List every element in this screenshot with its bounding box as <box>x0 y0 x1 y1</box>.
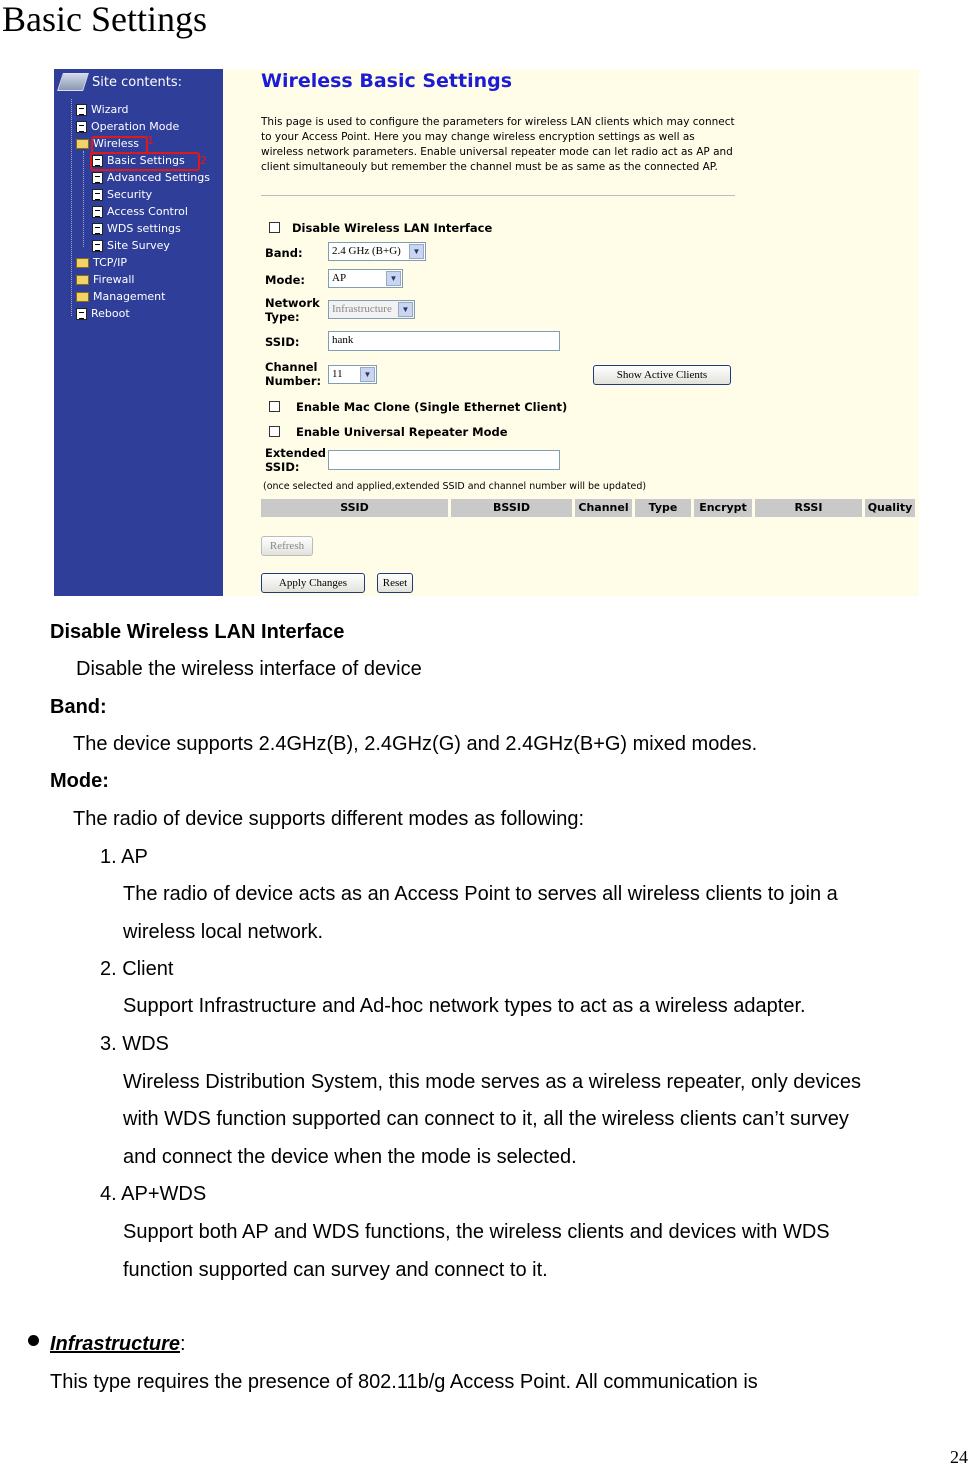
folder-icon <box>76 292 89 302</box>
sidebar <box>54 69 223 596</box>
disable-wlan-checkbox[interactable] <box>269 222 280 233</box>
apply-changes-button[interactable]: Apply Changes <box>261 573 365 593</box>
show-active-clients-button[interactable]: Show Active Clients <box>593 365 731 385</box>
mode-description: The radio of device supports different modes as following: <box>73 808 585 830</box>
sidebar-item-firewall[interactable]: Firewall <box>76 273 134 286</box>
sidebar-item-tcpip[interactable]: TCP/IP <box>76 256 127 269</box>
extended-ssid-input[interactable] <box>328 450 560 470</box>
mode-item-name: 2. Client <box>100 958 174 980</box>
chevron-down-icon: ▼ <box>386 271 401 286</box>
page-icon <box>92 223 103 235</box>
sidebar-item-wds-settings[interactable]: WDS settings <box>92 222 181 235</box>
table-header-bssid: BSSID <box>451 499 572 517</box>
ssid-label: SSID: <box>265 335 300 349</box>
page-icon <box>92 172 103 184</box>
infrastructure-colon: : <box>180 1333 186 1355</box>
page-icon <box>76 121 87 133</box>
table-header-type: Type <box>635 499 691 517</box>
sidebar-item-wizard[interactable]: Wizard <box>76 103 129 116</box>
network-type-label: Network Type: <box>265 296 320 324</box>
mode-item-name: 1. AP <box>100 846 148 868</box>
sidebar-item-access-control[interactable]: Access Control <box>92 205 188 218</box>
site-contents-label: Site contents: <box>92 74 183 90</box>
mode-item-line: and connect the device when the mode is selected. <box>123 1146 577 1168</box>
sidebar-item-basic-settings[interactable]: Basic Settings <box>92 154 185 167</box>
bullet-icon <box>28 1335 39 1346</box>
mode-item-name: 4. AP+WDS <box>100 1183 207 1205</box>
settings-title: Wireless Basic Settings <box>261 70 513 92</box>
folder-icon <box>76 275 89 285</box>
settings-panel <box>223 69 919 596</box>
settings-description: This page is used to configure the parameters for wireless LAN clients which may connect to your Access Point. Here you may change wireless encryption settings as well as wireless network parameters. Enable universal repeater mode can let radio act as AP and client simultaneouly but remember the channel must be as same as the connected AP. <box>261 116 735 173</box>
page-number: 24 <box>950 1447 968 1467</box>
callout-marker-1: 1 <box>147 134 154 147</box>
mode-item-line: The radio of device acts as an Access Point to serves all wireless clients to join a <box>123 883 838 905</box>
mode-item-line: Wireless Distribution System, this mode serves as a wireless repeater, only devices <box>123 1071 862 1093</box>
sidebar-item-reboot[interactable]: Reboot <box>76 307 130 320</box>
sidebar-item-advanced-settings[interactable]: Advanced Settings <box>92 171 210 184</box>
disable-wlan-heading: Disable Wireless LAN Interface <box>50 621 345 643</box>
sidebar-item-management[interactable]: Management <box>76 290 165 303</box>
band-select[interactable]: 2.4 GHz (B+G) ▼ <box>328 242 426 261</box>
sidebar-item-wireless[interactable]: Wireless <box>76 137 139 150</box>
mode-item-line: function supported can survey and connect to it. <box>123 1259 548 1281</box>
ssid-input[interactable]: hank <box>328 331 560 351</box>
site-contents-header <box>60 73 182 91</box>
sidebar-item-operation-mode[interactable]: Operation Mode <box>76 120 179 133</box>
mac-clone-checkbox[interactable] <box>269 401 280 412</box>
infrastructure-description: This type requires the presence of 802.11b/g Access Point. All communication is <box>50 1371 758 1393</box>
mode-label: Mode: <box>265 273 305 287</box>
folder-open-icon <box>76 139 89 149</box>
disable-wlan-description: Disable the wireless interface of device <box>76 658 422 680</box>
network-type-select[interactable]: Infrastructure ▼ <box>328 300 415 319</box>
mode-item-name: 3. WDS <box>100 1033 169 1055</box>
table-header-channel: Channel <box>575 499 632 517</box>
divider <box>261 195 735 196</box>
band-heading: Band: <box>50 696 107 718</box>
extended-ssid-label: Extended SSID: <box>265 446 327 474</box>
table-header-encrypt: Encrypt <box>694 499 752 517</box>
table-header-quality: Quality <box>865 499 915 517</box>
infrastructure-heading-line <box>50 1332 186 1356</box>
table-header-ssid: SSID <box>261 499 448 517</box>
channel-label: Channel Number: <box>265 360 322 388</box>
universal-repeater-checkbox[interactable] <box>269 426 280 437</box>
mode-heading: Mode: <box>50 770 109 792</box>
page-icon <box>76 104 87 116</box>
reset-button[interactable]: Reset <box>377 573 413 593</box>
router-screenshot <box>54 69 919 596</box>
extended-ssid-note: (once selected and applied,extended SSID and channel number will be updated) <box>263 481 647 492</box>
page-icon <box>92 206 103 218</box>
band-description: The device supports 2.4GHz(B), 2.4GHz(G) and 2.4GHz(B+G) mixed modes. <box>73 733 758 755</box>
mode-item-line: Support both AP and WDS functions, the wireless clients and devices with WDS <box>123 1221 830 1243</box>
mode-item-line: Support Infrastructure and Ad-hoc network types to act as a wireless adapter. <box>123 995 806 1017</box>
mode-item-line: with WDS function supported can connect to it, all the wireless clients can’t survey <box>123 1108 849 1130</box>
channel-select[interactable]: 11 ▼ <box>328 365 377 384</box>
mode-select[interactable]: AP ▼ <box>328 269 403 288</box>
router-icon <box>57 73 89 91</box>
page-icon <box>92 189 103 201</box>
chevron-down-icon: ▼ <box>360 367 375 382</box>
highlight-box-basic-settings <box>90 152 200 171</box>
sidebar-item-site-survey[interactable]: Site Survey <box>92 239 170 252</box>
universal-repeater-label: Enable Universal Repeater Mode <box>296 425 508 439</box>
table-header-rssi: RSSI <box>755 499 862 517</box>
refresh-button[interactable]: Refresh <box>261 536 313 556</box>
folder-icon <box>76 258 89 268</box>
mode-item-line: wireless local network. <box>123 921 324 943</box>
page-icon <box>76 308 87 320</box>
band-label: Band: <box>265 246 303 260</box>
infrastructure-heading: Infrastructure <box>50 1333 181 1355</box>
chevron-down-icon: ▼ <box>409 244 424 259</box>
chevron-down-icon: ▼ <box>398 302 413 317</box>
callout-marker-2: 2 <box>200 154 207 167</box>
mac-clone-label: Enable Mac Clone (Single Ethernet Client) <box>296 400 568 414</box>
disable-wlan-label: Disable Wireless LAN Interface <box>292 221 493 235</box>
page-title: Basic Settings <box>2 0 207 39</box>
sidebar-item-security[interactable]: Security <box>92 188 152 201</box>
page-icon <box>92 240 103 252</box>
